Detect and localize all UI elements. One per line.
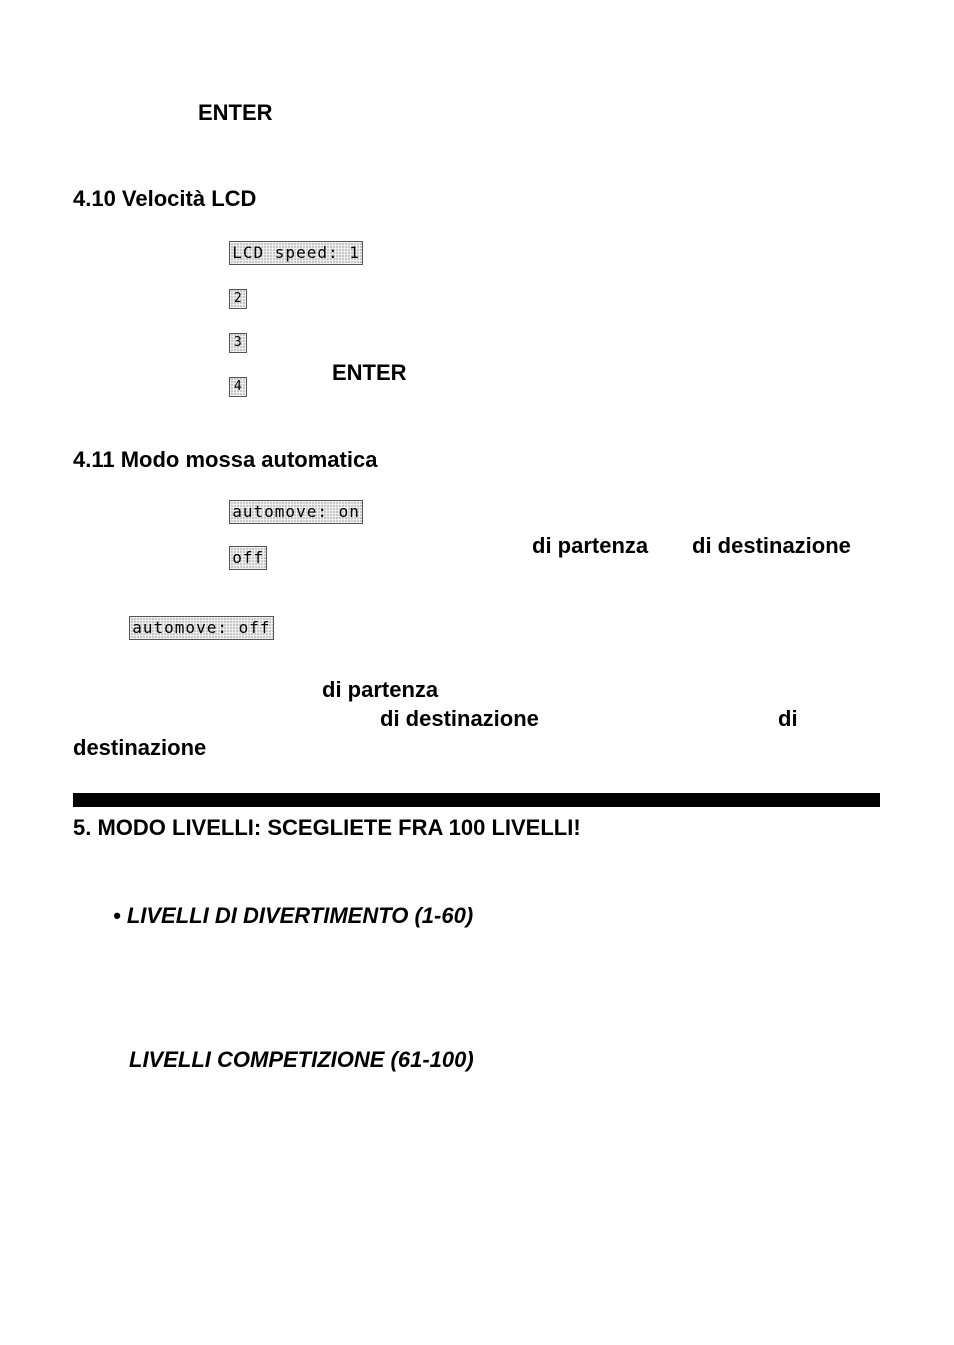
lcd-automove-off-label: automove: off [129,616,273,640]
di-text-3: di [778,706,798,731]
lcd-speed-option-3: 3 [229,333,247,353]
section-heading-4-10: 4.10 Velocità LCD [73,186,257,211]
lcd-automove-display [208,478,363,567]
section-heading-5: 5. MODO LIVELLI: SCEGLIETE FRA 100 LIVELLI! [73,815,581,840]
section-heading-4-11: 4.11 Modo mossa automatica [73,447,378,472]
bullet-livelli-divertimento [113,903,473,929]
di-destinazione-text-2: di destinazione [380,706,539,731]
di-destinazione-text-1: di destinazione [692,533,851,558]
lcd-speed-display [208,219,363,394]
livelli-competizione-label: LIVELLI COMPETIZIONE (61-100) [129,1047,474,1072]
di-partenza-text-1: di partenza [532,533,649,558]
lcd-automove-label: automove: on [229,500,363,524]
lcd-automove-off-display [108,594,274,637]
bullet-icon: • [113,903,121,928]
section-divider [73,793,880,807]
lcd-speed-label: LCD speed: 1 [229,241,363,265]
lcd-speed-option-2: 2 [229,289,247,309]
destinazione-text-3: destinazione [73,735,207,760]
lcd-speed-option-4: 4 [229,377,247,397]
di-partenza-text-2: di partenza [322,677,439,702]
livelli-divertimento-label: LIVELLI DI DIVERTIMENTO (1-60) [126,903,474,928]
lcd-automove-off-option: off [229,546,267,570]
enter-label-2: ENTER [332,360,407,385]
enter-label-1: ENTER [198,100,273,125]
